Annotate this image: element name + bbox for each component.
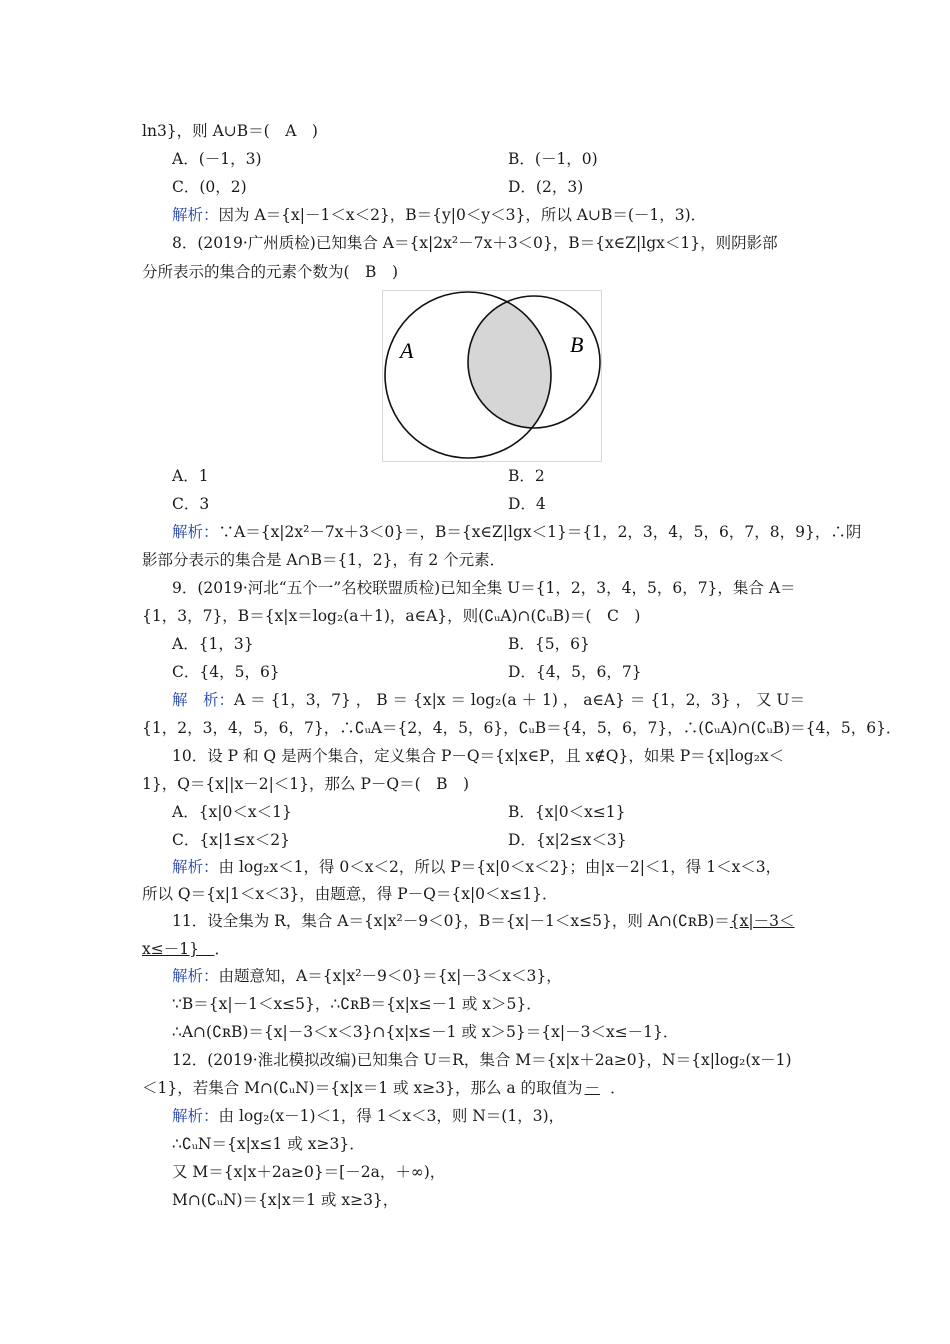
solution-label: 解析：: [172, 523, 219, 541]
solution-text: 由题意知，A＝{x|x²－9＜0}＝{x|－3＜x＜3}，: [218, 967, 562, 985]
option-a: A．{1，3}: [172, 635, 254, 653]
text-line: ∴∁ᵤN＝{x|x≤1 或 x≥3}．: [172, 1135, 365, 1153]
venn-diagram: [382, 290, 602, 462]
option-c: C．{4，5，6}: [172, 663, 280, 681]
option-a: A．(－1，3): [172, 150, 262, 168]
solution-label: 解 析：: [172, 691, 235, 709]
solution-line: [172, 966, 562, 986]
option-a: A．1: [172, 467, 209, 485]
question-8: 8．(2019·广州质检)已知集合 A＝{x|2x²－7x＋3＜0}，B＝{x∈Z|lgx＜1}，则阴影部: [172, 234, 778, 252]
text-line: {1，3，7}，B＝{x|x＝log₂(a＋1)，a∈A}，则(∁ᵤA)∩(∁ᵤB)＝( C ): [142, 607, 641, 625]
solution-label: 解析：: [172, 1107, 219, 1125]
text-line: {1，2，3，4，5，6，7}，∴∁ᵤA＝{2，4，5，6}，∁ᵤB＝{4，5，6，7}，∴(∁ᵤA)∩(∁ᵤB)＝{4，5，6}．: [142, 719, 902, 737]
text-line: [142, 939, 230, 959]
text-line: ln3}，则 A∪B＝( A ): [142, 122, 318, 140]
option-c: C．{x|1≤x＜2}: [172, 831, 290, 849]
text-line: ∵B＝{x|－1＜x≤5}，∴∁ʀB＝{x|x≤－1 或 x＞5}．: [172, 995, 542, 1013]
option-b: B．{x|0＜x≤1}: [508, 803, 626, 821]
period: ．: [214, 940, 230, 958]
option-b: B．(－1，0): [508, 150, 598, 168]
question-9: 9．(2019·河北“五个一”名校联盟质检)已知全集 U＝{1，2，3，4，5，6，7}，集合 A＝: [172, 579, 796, 597]
option-c: C．3: [172, 495, 210, 513]
text-line: M∩(∁ᵤN)＝{x|x＝1 或 x≥3}，: [172, 1191, 399, 1209]
solution-text: 由 log₂x＜1，得 0＜x＜2，所以 P＝{x|0＜x＜2}；由|x－2|＜1，得 1＜x＜3，: [218, 858, 782, 876]
question-text: 11．设全集为 R，集合 A＝{x|x²－9＜0}，B＝{x|－1＜x≤5}，则 A∩(∁ʀB)＝: [172, 912, 730, 930]
solution-label: 解析：: [172, 858, 219, 876]
option-d: D．{x|2≤x＜3}: [508, 831, 627, 849]
solution-label: 解析：: [172, 967, 219, 985]
solution-label: 解析：: [172, 206, 219, 224]
option-a: A．{x|0＜x＜1}: [172, 803, 292, 821]
text-line: 所以 Q＝{x|1＜x＜3}，由题意，得 P－Q＝{x|0＜x≤1}．: [142, 885, 558, 903]
solution-text: 因为 A＝{x|－1＜x＜2}，B＝{y|0＜y＜3}，所以 A∪B＝(－1，3)．: [218, 206, 707, 224]
solution-line: [172, 205, 706, 225]
solution-text: A ＝ {1，3，7} ， B ＝ {x|x ＝ log₂(a ＋ 1) ， a∈A} ＝ {1，2，3} ， 又 U＝: [234, 691, 805, 709]
period: ．: [610, 1079, 626, 1097]
option-d: D．(2，3): [508, 178, 584, 196]
solution-line: [172, 857, 781, 877]
solution-line: [172, 1106, 564, 1126]
answer-blank: x≤－1}: [142, 940, 215, 958]
text-line: ∴A∩(∁ʀB)＝{x|－3＜x＜3}∩{x|x≤－1 或 x＞5}＝{x|－3＜x≤－1}．: [172, 1023, 679, 1041]
answer-blank: －: [584, 1079, 601, 1097]
solution-text: 由 log₂(x－1)＜1，得 1＜x＜3，则 N＝(1，3)，: [218, 1107, 565, 1125]
option-b: B．2: [508, 467, 545, 485]
question-11: [172, 911, 795, 931]
option-d: D．{4，5，6，7}: [508, 663, 642, 681]
text-line: [142, 1078, 626, 1098]
solution-text: ∵A＝{x|2x²－7x＋3＜0}＝，B＝{x∈Z|lgx＜1}＝{1，2，3，4，5，6，7，8，9}，∴阴: [218, 523, 862, 541]
text-line: 1}，Q＝{x||x－2|＜1}，那么 P－Q＝( B ): [142, 775, 470, 793]
venn-label-b: B: [570, 332, 584, 357]
text-line: 分所表示的集合的元素个数为( B ): [142, 263, 398, 281]
option-d: D．4: [508, 495, 546, 513]
text-line: 又 M＝{x|x＋2a≥0}＝[－2a，＋∞)，: [172, 1163, 446, 1181]
question-text: ＜1}，若集合 M∩(∁ᵤN)＝{x|x＝1 或 x≥3}，那么 a 的取值为: [142, 1079, 583, 1097]
option-b: B．{5，6}: [508, 635, 590, 653]
option-c: C．(0，2): [172, 178, 247, 196]
solution-line: [172, 522, 861, 542]
solution-line: [172, 690, 805, 710]
question-12: 12．(2019·淮北模拟改编)已知集合 U＝R，集合 M＝{x|x＋2a≥0}，N＝{x|log₂(x－1): [172, 1051, 792, 1069]
question-10: 10．设 P 和 Q 是两个集合，定义集合 P－Q＝{x|x∈P，且 x∉Q}，如果 P＝{x|log₂x＜: [172, 747, 785, 765]
answer-blank: {x|－3＜: [729, 912, 795, 930]
text-line: 影部分表示的集合是 A∩B＝{1，2}，有 2 个元素．: [142, 551, 506, 569]
venn-label-a: A: [400, 338, 414, 363]
